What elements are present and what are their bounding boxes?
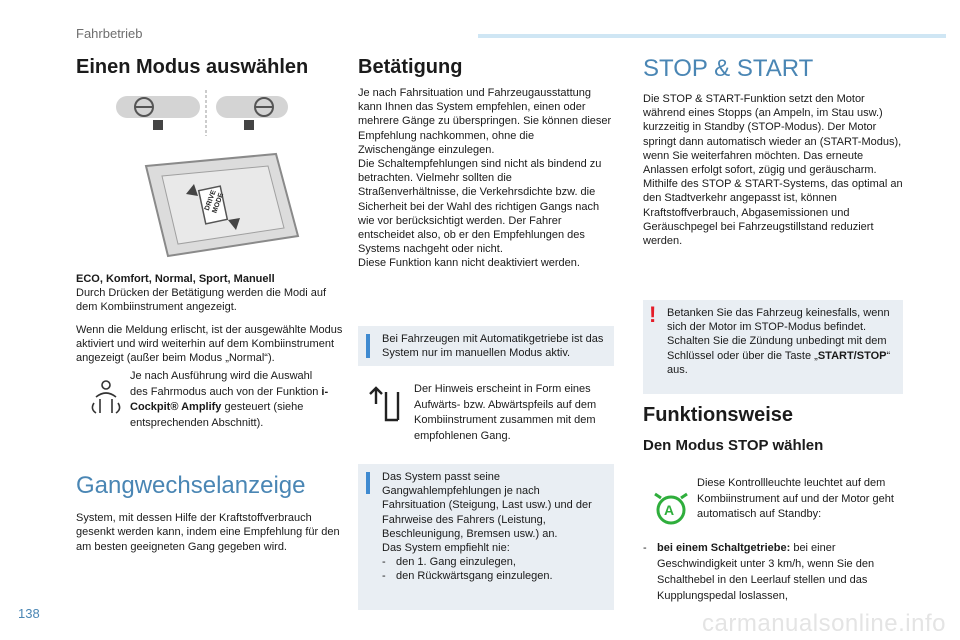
never-item-1: - den 1. Gang einzulegen,: [382, 555, 606, 569]
icockpit-note-text: [130, 369, 330, 431]
adapt-info-note: [358, 464, 614, 610]
drive-mode-illustration: [76, 146, 348, 268]
column-select-mode: [76, 54, 348, 554]
steering-wheel-illustration: [76, 86, 348, 142]
operation-para: Je nach Fahrsituation und Fahrzeugausstattung kann Ihnen das System empfehlen, einen oder mehrere Gänge zu überspringen. Sie können dieser Empfehlung nachkommen, ohne die Zwischengänge einzulegen.: [358, 87, 612, 156]
icockpit-note: [76, 369, 348, 445]
note-bold: i-Cockpit® Amplify: [130, 385, 329, 414]
section-label: Fahrbetrieb: [76, 26, 143, 41]
right-lock-icon: [244, 120, 254, 130]
stop-mode-title: Den Modus STOP wählen: [643, 437, 824, 454]
left-lock-icon: [153, 120, 163, 130]
stop-conditions-list: [643, 540, 905, 604]
left-panel-shape: [116, 96, 200, 118]
operation-para-b: Die Schaltempfehlungen sind nicht als bindend zu betrachten. Vielmehr sollten die Straßenverhältnisse, die Verkehrsdichte bzw. die Sicherheit bei der Wahl des richtigen Gangs nach wie vor berücksichtigt werden. Der Fahrer entscheidet also, ob er den Empfehlungen des Systems nachgeht oder nicht.: [358, 158, 602, 256]
condition-manual: [643, 540, 905, 604]
hint-text: Der Hinweis erscheint in Form eines Aufwärts- bzw. Abwärtspfeils auf dem Kombiinstrument zusammen mit dem empfohlenen Gang.: [414, 383, 597, 442]
mode-label-bold: ECO, Komfort, Normal, Sport, Manuell: [76, 273, 275, 285]
operation-para-c: Diese Funktion kann nicht deaktiviert werden.: [358, 257, 580, 270]
header-bar: [478, 34, 946, 38]
indicator-text: Diese Kontrollleuchte leuchtet auf dem Kombiinstrument auf und der Motor geht automatisch auf Standby:: [697, 477, 894, 520]
refuel-warning: [643, 300, 903, 394]
person-icon: [86, 377, 126, 421]
watermark: carmanualsonline.info: [702, 610, 946, 637]
drive-mode-label: DRIVE MODE: [203, 189, 226, 215]
mode-active-para: Wenn die Meldung erlischt, ist der ausgewählte Modus aktiviert und wird weiterhin auf dem Kombiinstrument angezeigt (außer beim Modus „Normal“).: [76, 323, 343, 365]
condition-manual-text: bei einer Geschwindigkeit unter 3 km/h, wenn Sie den Schalthebel in den Leerlauf stellen und das Kupplungspedal loslassen,: [657, 542, 875, 602]
warn-pre: Betanken Sie das Fahrzeug keinesfalls, wenn sich der Motor im STOP-Modus befindet. Schalten Sie die Zündung unbedingt mit dem Schlüssel oder über die Taste „: [667, 307, 890, 362]
right-panel-shape: [216, 96, 288, 118]
stop-start-para-a: Die STOP & START-Funktion setzt den Motor während eines Stopps (an Ampeln, im Stau usw.) kurzzeitig in Standby (STOP-Modus). Der Motor springt dann automatisch wieder an (START-Modus), wenn Sie weiterfahren möchten. Das erneute Anlassen erfolgt sofort, zügig und geräuscharm.: [643, 93, 902, 177]
page-number: 138: [18, 606, 40, 621]
info-bar-icon: [366, 334, 370, 358]
function-title: Funktionsweise: [643, 404, 794, 426]
gear-shift-icon: [364, 386, 408, 426]
automatic-info-text: Bei Fahrzeugen mit Automatikgetriebe ist das System nur im manuellen Modus aktiv.: [382, 333, 604, 360]
note-post: gesteuert (siehe entsprechenden Abschnitt).: [130, 401, 304, 429]
condition-manual-bold: bei einem Schaltgetriebe:: [657, 542, 791, 554]
automatic-info-note: [358, 326, 614, 366]
select-mode-title: Einen Modus auswählen: [76, 56, 309, 78]
stop-start-para-b: Mithilfe des STOP & START-Systems, das optimal an den Stadtverkehr angepasst ist, können Kraftstoffverbrauch, Abgasemissionen und Geräuschpegel bei Fahrzeugstillstand reduziert werden.: [643, 178, 903, 248]
never-item-2: - den Rückwärtsgang einzulegen.: [382, 569, 606, 583]
operation-title: Betätigung: [358, 56, 463, 78]
warning-icon: !: [649, 302, 657, 327]
gear-indicator-desc: System, mit dessen Hilfe der Kraftstoffverbrauch gesenkt werden kann, indem eine Empfehlung für den am besten geeigneten Gang gegeben wird.: [76, 512, 340, 553]
indicator-letter: A: [664, 502, 675, 518]
adapt-info-text: Das System passt seine Gangwahlempfehlungen je nach Fahrsituation (Steigung, Last usw.) und der Fahrweise des Fahrers (Leistung, Beschleunigung, Bremsen usw.) an.: [382, 471, 592, 540]
indicator-block: [643, 476, 905, 536]
mode-list: [76, 272, 348, 315]
gear-indicator-title: Gangwechselanzeige: [76, 472, 306, 500]
mode-desc: Durch Drücken der Betätigung werden die Modi auf dem Kombiinstrument angezeigt.: [76, 287, 327, 314]
adapt-info-never: Das System empfiehlt nie:: [382, 542, 510, 555]
never-list: [382, 555, 606, 583]
info-bar-icon-2: [366, 472, 370, 494]
warn-post: “ aus.: [667, 349, 891, 376]
hint-block: [358, 380, 614, 450]
warn-bold: START/STOP: [817, 349, 887, 362]
column-operation: [358, 54, 614, 271]
column-stop-start: [643, 54, 905, 248]
refuel-warning-text: [667, 306, 895, 377]
note-pre: Je nach Ausführung wird die Auswahl des Fahrmodus auch von der Funktion: [130, 370, 322, 398]
stop-start-title: STOP & START: [643, 55, 814, 82]
